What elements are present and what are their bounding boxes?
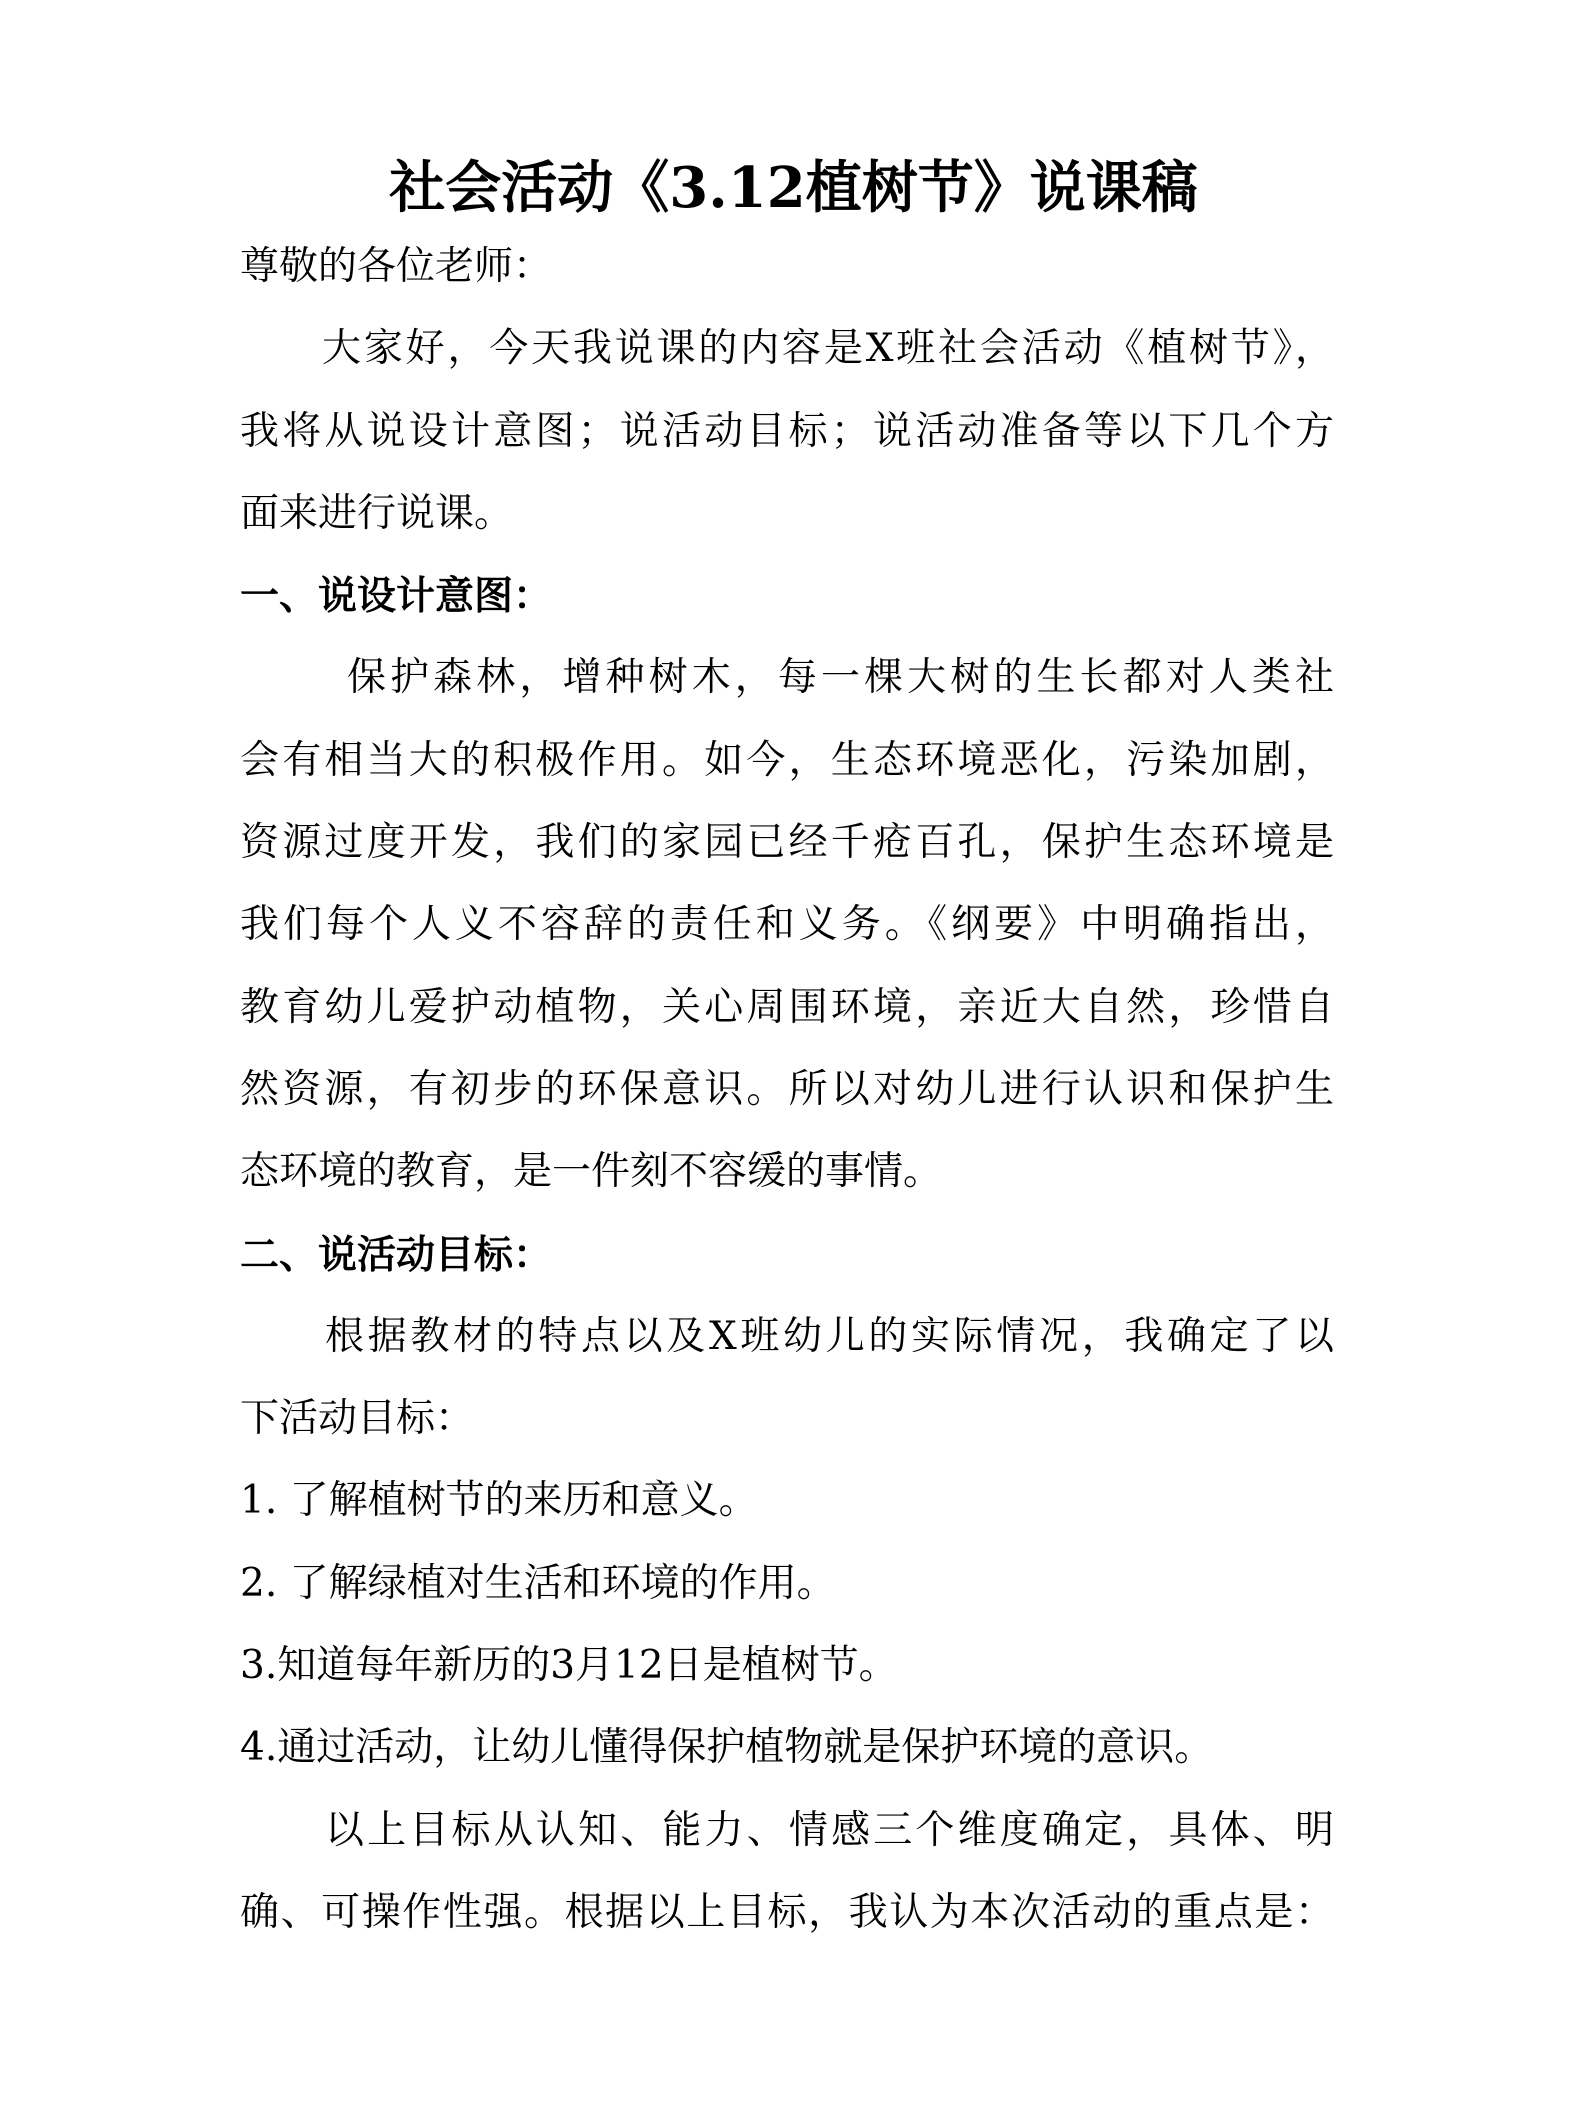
- document-body: [240, 226, 1334, 1954]
- list-item: 4.通过活动，让幼儿懂得保护植物就是保护环境的意识。: [240, 1725, 1214, 1771]
- section-heading: 一、说设计意图：: [240, 573, 553, 620]
- list-item: 1. 了解植树节的来历和意义。: [240, 1478, 758, 1524]
- list-item: 3.知道每年新历的3月12日是植树节。: [240, 1643, 898, 1689]
- paragraph-line: 我将从说设计意图；说活动目标；说活动准备等以下几个方: [240, 408, 1334, 454]
- list-item: 2. 了解绿植对生活和环境的作用。: [240, 1560, 836, 1606]
- paragraph-line: 以上目标从认知、能力、情感三个维度确定，具体、明: [325, 1807, 1334, 1853]
- section-heading: 二、说活动目标：: [240, 1231, 553, 1278]
- paragraph-line: 保护森林，增种树木，每一棵大树的生长都对人类社: [347, 655, 1334, 701]
- paragraph-line: 根据教材的特点以及X班幼儿的实际情况，我确定了以: [325, 1313, 1334, 1359]
- paragraph-line: 面来进行说课。: [240, 490, 514, 536]
- document-title: 社会活动《3.12植树节》说课稿: [389, 155, 1198, 221]
- paragraph-line: 下活动目标：: [240, 1396, 475, 1442]
- paragraph-line: 我们每个人义不容辞的责任和义务。《纲要》中明确指出，: [240, 902, 1334, 948]
- paragraph-line: 确、可操作性强。根据以上目标，我认为本次活动的重点是：: [240, 1889, 1334, 1935]
- paragraph-line: 然资源，有初步的环保意识。所以对幼儿进行认识和保护生: [240, 1066, 1334, 1112]
- paragraph-line: 大家好，今天我说课的内容是X班社会活动《植树节》，: [322, 326, 1334, 372]
- salutation: 尊敬的各位老师：: [240, 244, 553, 289]
- paragraph-line: 态环境的教育，是一件刻不容缓的事情。: [240, 1149, 943, 1195]
- paragraph-line: 会有相当大的积极作用。如今，生态环境恶化，污染加剧，: [240, 737, 1334, 783]
- paragraph-line: 资源过度开发，我们的家园已经千疮百孔，保护生态环境是: [240, 820, 1334, 866]
- paragraph-line: 教育幼儿爱护动植物，关心周围环境，亲近大自然，珍惜自: [240, 984, 1334, 1030]
